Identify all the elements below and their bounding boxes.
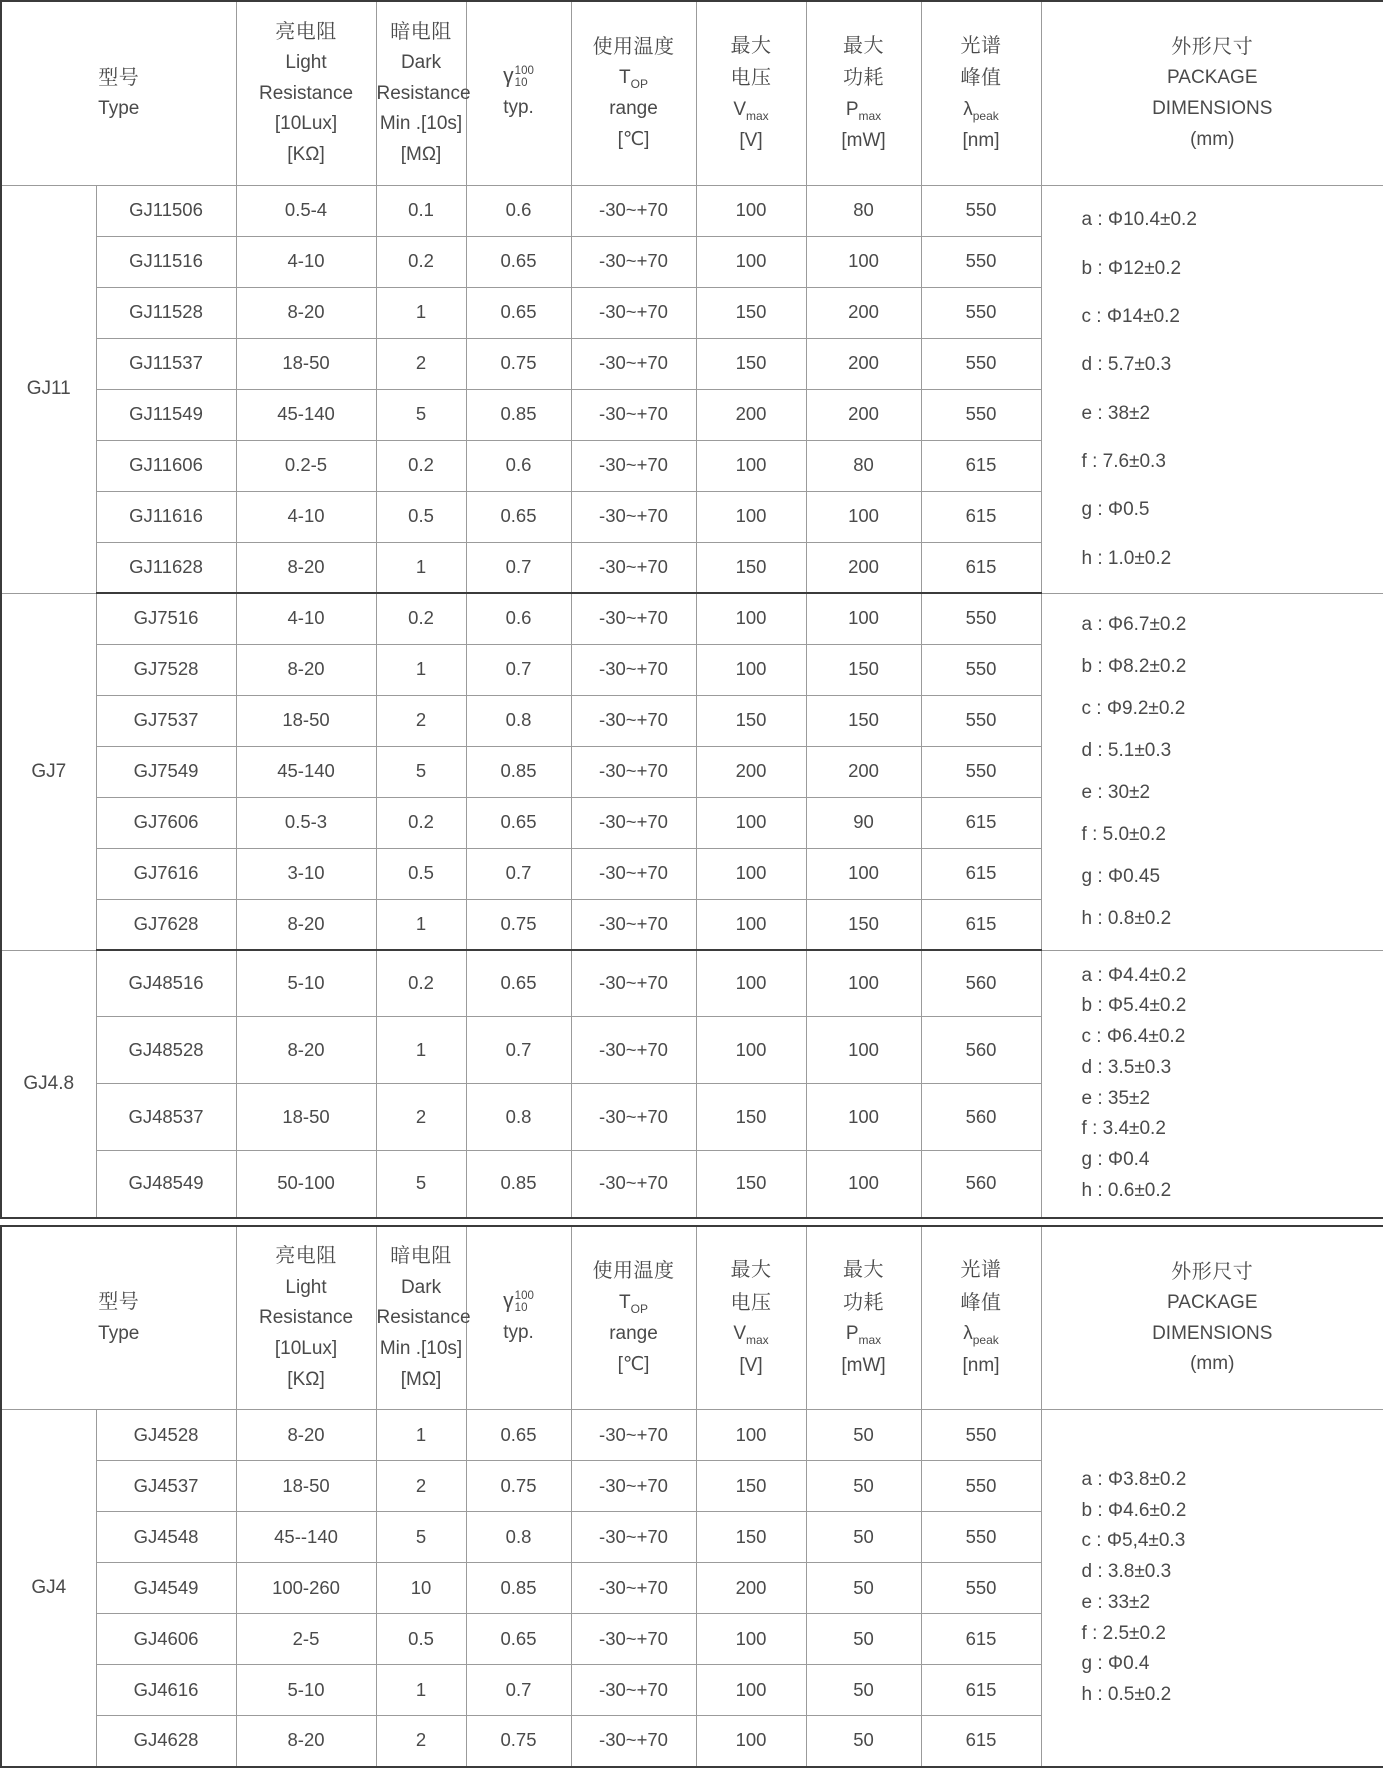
cell-spectral-peak: 550: [921, 1461, 1041, 1512]
cell-operating-temperature: -30~+70: [571, 1665, 696, 1716]
cell-spectral-peak: 550: [921, 644, 1041, 695]
cell-light-resistance: 50-100: [236, 1151, 376, 1218]
dimension-item: f : 7.6±0.3: [1081, 451, 1166, 473]
cell-light-resistance: 8-20: [236, 287, 376, 338]
cell-operating-temperature: -30~+70: [571, 338, 696, 389]
cell-gamma: 0.7: [466, 848, 571, 899]
cell-gamma: 0.65: [466, 950, 571, 1017]
cell-max-voltage: 100: [696, 1614, 806, 1665]
cell-dark-resistance: 0.5: [376, 1614, 466, 1665]
cell-dark-resistance: 10: [376, 1563, 466, 1614]
column-header-max-power: 最大 功耗 $P_{max}$ [mW]: [806, 1226, 921, 1410]
column-header-gamma: γ 100 10 typ.: [466, 1, 571, 185]
cell-light-resistance: 3-10: [236, 848, 376, 899]
cell-max-power: 50: [806, 1461, 921, 1512]
dimension-item: d : 3.5±0.3: [1081, 1056, 1172, 1078]
cell-max-voltage: 150: [696, 1512, 806, 1563]
cell-operating-temperature: -30~+70: [571, 1461, 696, 1512]
cell-gamma: 0.65: [466, 491, 571, 542]
cell-spectral-peak: 560: [921, 1084, 1041, 1151]
cell-gamma: 0.65: [466, 797, 571, 848]
cell-operating-temperature: -30~+70: [571, 797, 696, 848]
cell-light-resistance: 5-10: [236, 950, 376, 1017]
cell-spectral-peak: 615: [921, 797, 1041, 848]
column-header-max-power: 最大 功耗 $P_{max}$ [mW]: [806, 1, 921, 185]
cell-gamma: 0.75: [466, 338, 571, 389]
package-dimensions-cell: [1041, 1410, 1383, 1767]
table-row: [1, 593, 1383, 644]
cell-spectral-peak: 550: [921, 287, 1041, 338]
cell-max-voltage: 200: [696, 746, 806, 797]
cell-type: GJ11506: [96, 185, 236, 236]
cell-type: GJ7549: [96, 746, 236, 797]
cell-type: GJ11616: [96, 491, 236, 542]
cell-type: GJ7616: [96, 848, 236, 899]
cell-max-voltage: 100: [696, 797, 806, 848]
cell-max-voltage: 100: [696, 491, 806, 542]
cell-max-voltage: 150: [696, 338, 806, 389]
cell-type: GJ4528: [96, 1410, 236, 1461]
cell-dark-resistance: 2: [376, 1084, 466, 1151]
cell-type: GJ11528: [96, 287, 236, 338]
cell-spectral-peak: 560: [921, 950, 1041, 1017]
dimension-item: h : 1.0±0.2: [1081, 547, 1172, 569]
dimension-item: f : 3.4±0.2: [1081, 1118, 1166, 1140]
cell-max-voltage: 100: [696, 440, 806, 491]
cell-dark-resistance: 5: [376, 1151, 466, 1218]
cell-dark-resistance: 0.5: [376, 491, 466, 542]
table-header: [1, 1, 1383, 185]
column-header-type: 型号 Type: [1, 1226, 236, 1410]
cell-max-voltage: 150: [696, 287, 806, 338]
cell-max-voltage: 150: [696, 1151, 806, 1218]
dimension-list: [1082, 196, 1383, 583]
cell-gamma: 0.65: [466, 1410, 571, 1461]
cell-max-power: 100: [806, 593, 921, 644]
cell-gamma: 0.65: [466, 1614, 571, 1665]
cell-type: GJ7628: [96, 899, 236, 950]
cell-spectral-peak: 560: [921, 1151, 1041, 1218]
cell-gamma: 0.85: [466, 746, 571, 797]
column-header-light-resistance: 亮电阻 Light Resistance [10Lux] [KΩ]: [236, 1226, 376, 1410]
dimension-item: e : 30±2: [1081, 782, 1151, 803]
cell-spectral-peak: 560: [921, 1017, 1041, 1084]
cell-operating-temperature: -30~+70: [571, 1512, 696, 1563]
cell-spectral-peak: 550: [921, 389, 1041, 440]
cell-max-power: 200: [806, 338, 921, 389]
cell-max-voltage: 100: [696, 1716, 806, 1767]
cell-type: GJ11537: [96, 338, 236, 389]
cell-dark-resistance: 2: [376, 695, 466, 746]
cell-gamma: 0.7: [466, 1017, 571, 1084]
cell-light-resistance: 45-140: [236, 746, 376, 797]
cell-gamma: 0.7: [466, 542, 571, 593]
cell-max-power: 50: [806, 1563, 921, 1614]
cell-dark-resistance: 2: [376, 1461, 466, 1512]
column-header-max-voltage: 最大 电压 $V_{max}$ [V]: [696, 1226, 806, 1410]
cell-max-voltage: 150: [696, 542, 806, 593]
group-name-cell: GJ4.8: [1, 950, 96, 1218]
cell-dark-resistance: 1: [376, 287, 466, 338]
cell-type: GJ11516: [96, 236, 236, 287]
cell-dark-resistance: 1: [376, 1017, 466, 1084]
dimension-item: e : 33±2: [1081, 1591, 1151, 1613]
column-header-spectral-peak: 光谱 峰值 $\lambda_{peak}$ [nm]: [921, 1, 1041, 185]
group-name-cell: GJ11: [1, 185, 96, 593]
cell-max-power: 50: [806, 1512, 921, 1563]
cell-max-voltage: 100: [696, 950, 806, 1017]
dimension-list: [1082, 1420, 1383, 1756]
column-header-type: 型号 Type: [1, 1, 236, 185]
cell-max-power: 100: [806, 950, 921, 1017]
dimension-item: b : Φ4.6±0.2: [1081, 1499, 1187, 1521]
cell-light-resistance: 8-20: [236, 1410, 376, 1461]
cell-light-resistance: 8-20: [236, 899, 376, 950]
cell-operating-temperature: -30~+70: [571, 1151, 696, 1218]
cell-gamma: 0.85: [466, 389, 571, 440]
dimension-item: d : 5.7±0.3: [1081, 354, 1172, 376]
dimension-item: c : Φ5,4±0.3: [1081, 1530, 1186, 1552]
cell-type: GJ4628: [96, 1716, 236, 1767]
cell-operating-temperature: -30~+70: [571, 491, 696, 542]
dimension-item: a : Φ4.4±0.2: [1081, 964, 1187, 986]
dimension-item: g : Φ0.4: [1081, 1653, 1150, 1675]
cell-light-resistance: 8-20: [236, 1716, 376, 1767]
cell-type: GJ11606: [96, 440, 236, 491]
cell-operating-temperature: -30~+70: [571, 950, 696, 1017]
cell-light-resistance: 18-50: [236, 695, 376, 746]
cell-operating-temperature: -30~+70: [571, 695, 696, 746]
table-body: [1, 1410, 1383, 1767]
package-dimensions-cell: [1041, 185, 1383, 593]
cell-gamma: 0.85: [466, 1151, 571, 1218]
cell-dark-resistance: 1: [376, 1410, 466, 1461]
column-header-light-resistance: 亮电阻 Light Resistance [10Lux] [KΩ]: [236, 1, 376, 185]
cell-light-resistance: 8-20: [236, 542, 376, 593]
cell-max-voltage: 200: [696, 389, 806, 440]
cell-max-voltage: 100: [696, 848, 806, 899]
cell-gamma: 0.75: [466, 1461, 571, 1512]
dimension-item: g : Φ0.45: [1081, 866, 1161, 887]
cell-operating-temperature: -30~+70: [571, 1716, 696, 1767]
cell-type: GJ48516: [96, 950, 236, 1017]
cell-dark-resistance: 0.2: [376, 236, 466, 287]
cell-dark-resistance: 0.2: [376, 440, 466, 491]
cell-type: GJ7528: [96, 644, 236, 695]
cell-dark-resistance: 1: [376, 542, 466, 593]
cell-gamma: 0.7: [466, 1665, 571, 1716]
group-name-cell: GJ7: [1, 593, 96, 950]
cell-max-voltage: 100: [696, 593, 806, 644]
dimension-item: g : Φ0.4: [1081, 1149, 1150, 1171]
cell-light-resistance: 18-50: [236, 1084, 376, 1151]
cell-light-resistance: 8-20: [236, 1017, 376, 1084]
dimension-item: c : Φ14±0.2: [1081, 305, 1180, 327]
cell-spectral-peak: 550: [921, 593, 1041, 644]
cell-max-power: 200: [806, 287, 921, 338]
cell-light-resistance: 8-20: [236, 644, 376, 695]
column-header-max-voltage: 最大 电压 $V_{max}$ [V]: [696, 1, 806, 185]
table-row: [1, 185, 1383, 236]
cell-gamma: 0.8: [466, 1512, 571, 1563]
cell-light-resistance: 4-10: [236, 236, 376, 287]
cell-spectral-peak: 615: [921, 491, 1041, 542]
cell-operating-temperature: -30~+70: [571, 1614, 696, 1665]
cell-gamma: 0.6: [466, 440, 571, 491]
cell-max-power: 50: [806, 1716, 921, 1767]
cell-light-resistance: 100-260: [236, 1563, 376, 1614]
cell-operating-temperature: -30~+70: [571, 542, 696, 593]
cell-dark-resistance: 0.2: [376, 797, 466, 848]
cell-type: GJ11628: [96, 542, 236, 593]
dimension-item: c : Φ9.2±0.2: [1081, 698, 1186, 719]
cell-spectral-peak: 550: [921, 695, 1041, 746]
dimension-item: h : 0.5±0.2: [1081, 1684, 1172, 1706]
cell-spectral-peak: 550: [921, 185, 1041, 236]
cell-spectral-peak: 550: [921, 746, 1041, 797]
cell-type: GJ48549: [96, 1151, 236, 1218]
cell-max-power: 200: [806, 542, 921, 593]
cell-max-power: 90: [806, 797, 921, 848]
cell-spectral-peak: 615: [921, 440, 1041, 491]
cell-max-power: 80: [806, 185, 921, 236]
cell-spectral-peak: 550: [921, 338, 1041, 389]
cell-gamma: 0.6: [466, 593, 571, 644]
dimension-item: h : 0.6±0.2: [1081, 1179, 1172, 1201]
table-header: [1, 1226, 1383, 1410]
cell-operating-temperature: -30~+70: [571, 899, 696, 950]
cell-dark-resistance: 2: [376, 1716, 466, 1767]
table-row: [1, 950, 1383, 1017]
cell-max-voltage: 100: [696, 185, 806, 236]
cell-dark-resistance: 5: [376, 1512, 466, 1563]
cell-type: GJ11549: [96, 389, 236, 440]
cell-light-resistance: 4-10: [236, 593, 376, 644]
cell-max-voltage: 100: [696, 1017, 806, 1084]
dimension-item: e : 35±2: [1081, 1087, 1151, 1109]
cell-max-power: 150: [806, 695, 921, 746]
cell-type: GJ7516: [96, 593, 236, 644]
cell-gamma: 0.75: [466, 899, 571, 950]
cell-spectral-peak: 550: [921, 1410, 1041, 1461]
cell-operating-temperature: -30~+70: [571, 236, 696, 287]
cell-max-power: 50: [806, 1665, 921, 1716]
cell-type: GJ4548: [96, 1512, 236, 1563]
cell-type: GJ4616: [96, 1665, 236, 1716]
cell-max-power: 200: [806, 746, 921, 797]
dimension-item: a : Φ6.7±0.2: [1081, 614, 1187, 635]
spec-table: [0, 1225, 1383, 1768]
cell-operating-temperature: -30~+70: [571, 1084, 696, 1151]
cell-dark-resistance: 5: [376, 746, 466, 797]
dimension-item: d : 3.8±0.3: [1081, 1561, 1172, 1583]
cell-max-power: 50: [806, 1614, 921, 1665]
cell-gamma: 0.75: [466, 1716, 571, 1767]
dimension-item: e : 38±2: [1081, 402, 1151, 424]
cell-light-resistance: 2-5: [236, 1614, 376, 1665]
column-header-gamma: γ 100 10 typ.: [466, 1226, 571, 1410]
dimension-item: g : Φ0.5: [1081, 499, 1150, 521]
dimension-item: a : Φ3.8±0.2: [1081, 1468, 1187, 1490]
cell-spectral-peak: 615: [921, 1716, 1041, 1767]
cell-operating-temperature: -30~+70: [571, 287, 696, 338]
cell-spectral-peak: 615: [921, 542, 1041, 593]
cell-max-power: 150: [806, 899, 921, 950]
cell-max-voltage: 100: [696, 644, 806, 695]
cell-operating-temperature: -30~+70: [571, 644, 696, 695]
column-header-spectral-peak: 光谱 峰值 $\lambda_{peak}$ [nm]: [921, 1226, 1041, 1410]
cell-spectral-peak: 550: [921, 1563, 1041, 1614]
cell-gamma: 0.65: [466, 287, 571, 338]
dimension-item: h : 0.8±0.2: [1081, 908, 1172, 929]
cell-max-voltage: 100: [696, 1410, 806, 1461]
cell-operating-temperature: -30~+70: [571, 185, 696, 236]
cell-type: GJ4606: [96, 1614, 236, 1665]
column-header-operating-temperature: 使用温度 $T_{OP}$ range [℃]: [571, 1226, 696, 1410]
cell-operating-temperature: -30~+70: [571, 848, 696, 899]
cell-max-power: 100: [806, 848, 921, 899]
dimension-item: f : 5.0±0.2: [1081, 824, 1166, 845]
cell-operating-temperature: -30~+70: [571, 1410, 696, 1461]
header-row: [1, 1, 1383, 185]
cell-max-power: 50: [806, 1410, 921, 1461]
cell-max-voltage: 100: [696, 236, 806, 287]
cell-dark-resistance: 5: [376, 389, 466, 440]
cell-max-power: 100: [806, 491, 921, 542]
cell-light-resistance: 4-10: [236, 491, 376, 542]
cell-max-power: 200: [806, 389, 921, 440]
cell-dark-resistance: 0.5: [376, 848, 466, 899]
cell-max-power: 100: [806, 1017, 921, 1084]
cell-max-voltage: 150: [696, 1084, 806, 1151]
cell-max-power: 100: [806, 236, 921, 287]
dimension-item: b : Φ12±0.2: [1081, 257, 1182, 279]
cell-dark-resistance: 1: [376, 899, 466, 950]
dimension-item: c : Φ6.4±0.2: [1081, 1026, 1186, 1048]
cell-gamma: 0.8: [466, 695, 571, 746]
cell-light-resistance: 45--140: [236, 1512, 376, 1563]
cell-spectral-peak: 615: [921, 1614, 1041, 1665]
cell-type: GJ7537: [96, 695, 236, 746]
cell-light-resistance: 0.5-3: [236, 797, 376, 848]
cell-light-resistance: 45-140: [236, 389, 376, 440]
cell-light-resistance: 18-50: [236, 1461, 376, 1512]
cell-dark-resistance: 0.2: [376, 950, 466, 1017]
cell-spectral-peak: 550: [921, 1512, 1041, 1563]
cell-type: GJ4549: [96, 1563, 236, 1614]
cell-light-resistance: 18-50: [236, 338, 376, 389]
table-row: [1, 1410, 1383, 1461]
cell-dark-resistance: 1: [376, 644, 466, 695]
cell-spectral-peak: 615: [921, 848, 1041, 899]
cell-max-power: 80: [806, 440, 921, 491]
column-header-package-dimensions: 外形尺寸 PACKAGE DIMENSIONS (mm): [1041, 1226, 1383, 1410]
cell-light-resistance: 0.5-4: [236, 185, 376, 236]
dimension-list: [1082, 961, 1383, 1207]
cell-max-power: 100: [806, 1151, 921, 1218]
package-dimensions-cell: [1041, 950, 1383, 1218]
table-body: [1, 185, 1383, 1218]
cell-spectral-peak: 550: [921, 236, 1041, 287]
cell-dark-resistance: 0.1: [376, 185, 466, 236]
cell-max-voltage: 150: [696, 695, 806, 746]
cell-max-voltage: 100: [696, 899, 806, 950]
cell-operating-temperature: -30~+70: [571, 746, 696, 797]
package-dimensions-cell: [1041, 593, 1383, 950]
dimension-item: b : Φ8.2±0.2: [1081, 656, 1187, 677]
cell-max-voltage: 100: [696, 1665, 806, 1716]
cell-max-voltage: 150: [696, 1461, 806, 1512]
cell-gamma: 0.85: [466, 1563, 571, 1614]
dimension-list: [1082, 604, 1383, 940]
cell-light-resistance: 5-10: [236, 1665, 376, 1716]
cell-type: GJ4537: [96, 1461, 236, 1512]
cell-operating-temperature: -30~+70: [571, 1563, 696, 1614]
cell-operating-temperature: -30~+70: [571, 1017, 696, 1084]
cell-spectral-peak: 615: [921, 899, 1041, 950]
cell-max-voltage: 200: [696, 1563, 806, 1614]
cell-operating-temperature: -30~+70: [571, 389, 696, 440]
cell-max-power: 100: [806, 1084, 921, 1151]
cell-operating-temperature: -30~+70: [571, 440, 696, 491]
cell-type: GJ48537: [96, 1084, 236, 1151]
column-header-dark-resistance: 暗电阻 Dark Resistance Min .[10s] [MΩ]: [376, 1, 466, 185]
dimension-item: a : Φ10.4±0.2: [1081, 209, 1197, 231]
column-header-operating-temperature: 使用温度 $T_{OP}$ range [℃]: [571, 1, 696, 185]
cell-dark-resistance: 1: [376, 1665, 466, 1716]
cell-gamma: 0.7: [466, 644, 571, 695]
column-header-package-dimensions: 外形尺寸 PACKAGE DIMENSIONS (mm): [1041, 1, 1383, 185]
cell-gamma: 0.65: [466, 236, 571, 287]
dimension-item: d : 5.1±0.3: [1081, 740, 1172, 761]
dimension-item: f : 2.5±0.2: [1081, 1622, 1166, 1644]
cell-max-power: 150: [806, 644, 921, 695]
cell-gamma: 0.6: [466, 185, 571, 236]
cell-light-resistance: 0.2-5: [236, 440, 376, 491]
cell-operating-temperature: -30~+70: [571, 593, 696, 644]
group-name-cell: GJ4: [1, 1410, 96, 1767]
cell-type: GJ7606: [96, 797, 236, 848]
header-row: [1, 1226, 1383, 1410]
cell-dark-resistance: 0.2: [376, 593, 466, 644]
cell-dark-resistance: 2: [376, 338, 466, 389]
column-header-dark-resistance: 暗电阻 Dark Resistance Min .[10s] [MΩ]: [376, 1226, 466, 1410]
cell-type: GJ48528: [96, 1017, 236, 1084]
dimension-item: b : Φ5.4±0.2: [1081, 995, 1187, 1017]
cell-gamma: 0.8: [466, 1084, 571, 1151]
cell-spectral-peak: 615: [921, 1665, 1041, 1716]
